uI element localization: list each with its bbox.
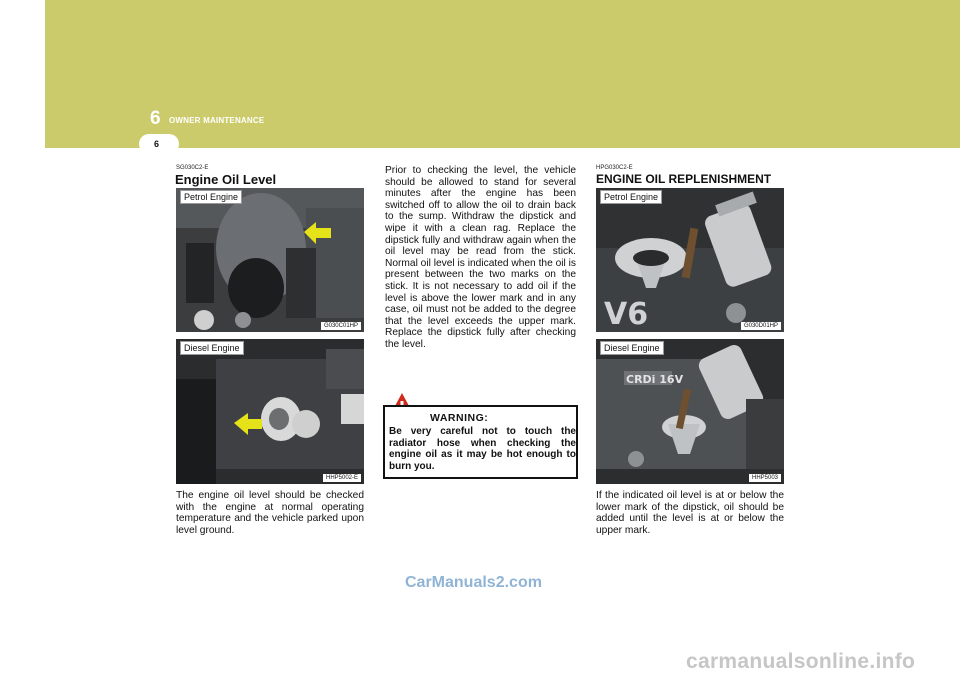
- diesel-engine-photo: [596, 339, 784, 484]
- warning-text: Be very careful not to touch the radiator hose when checking the engine oil as it may be hot enough to burn you.: [389, 426, 576, 472]
- photo-tag: Diesel Engine: [180, 341, 244, 355]
- warning-box: [383, 405, 578, 479]
- svg-text:CRDi 16V: CRDi 16V: [626, 373, 684, 386]
- page-number: 6: [154, 139, 160, 149]
- photo-tag: Petrol Engine: [600, 190, 662, 204]
- body-paragraph: Prior to checking the level, the vehicle should be allowed to stand for several minutes after the engine has been switched off to allow the oil to drain back to the sump. Withdraw the dipstick and wipe it with a clean rag. Replace the dipstick fully and withdraw again when the oil level may be read from the stick. Normal oil level is indicated when the oil is present between the two marks on the stick. It is not necessary to add oil if the level is above the lower mark and in any case, oil must not be added to the degree that the level exceeds the upper mark. Replace the dipstick fully after checking the level.: [385, 165, 576, 350]
- warning-title: WARNING:: [430, 412, 489, 424]
- photo-reference: HHP5002-E: [323, 474, 361, 482]
- diesel-engine-photo: [176, 339, 364, 484]
- section-heading: Engine Oil Level: [175, 172, 277, 187]
- body-paragraph: If the indicated oil level is at or below the lower mark of the dipstick, oil should be added until the level is at or below the upper mark.: [596, 490, 784, 536]
- section-code: SG030C2-E: [176, 165, 209, 171]
- photo-reference: HHP5003: [749, 474, 781, 482]
- photo-tag: Diesel Engine: [600, 341, 664, 355]
- section-code: HPG030C2-E: [596, 165, 633, 171]
- petrol-engine-photo: [596, 188, 784, 332]
- section-heading: ENGINE OIL REPLENISHMENT: [596, 172, 772, 186]
- oil-fill-illustration: [596, 339, 784, 484]
- header-band: [45, 0, 960, 148]
- body-paragraph: The engine oil level should be checked with the engine at normal operating temperature and the vehicle parked upon level ground.: [176, 490, 364, 536]
- photo-reference: G030D01HP: [741, 322, 781, 330]
- engine-illustration: [176, 188, 364, 332]
- oil-fill-illustration: [596, 188, 784, 332]
- chapter-title: OWNER MAINTENANCE: [169, 116, 265, 125]
- photo-reference: G030C01HP: [321, 322, 361, 330]
- engine-illustration: [176, 339, 364, 484]
- chapter-number: 6: [150, 108, 161, 129]
- footer-watermark: carmanualsonline.info: [686, 650, 916, 673]
- petrol-engine-photo: [176, 188, 364, 332]
- photo-tag: Petrol Engine: [180, 190, 242, 204]
- watermark-link[interactable]: CarManuals2.com: [405, 574, 542, 591]
- svg-text:V6: V6: [604, 297, 649, 332]
